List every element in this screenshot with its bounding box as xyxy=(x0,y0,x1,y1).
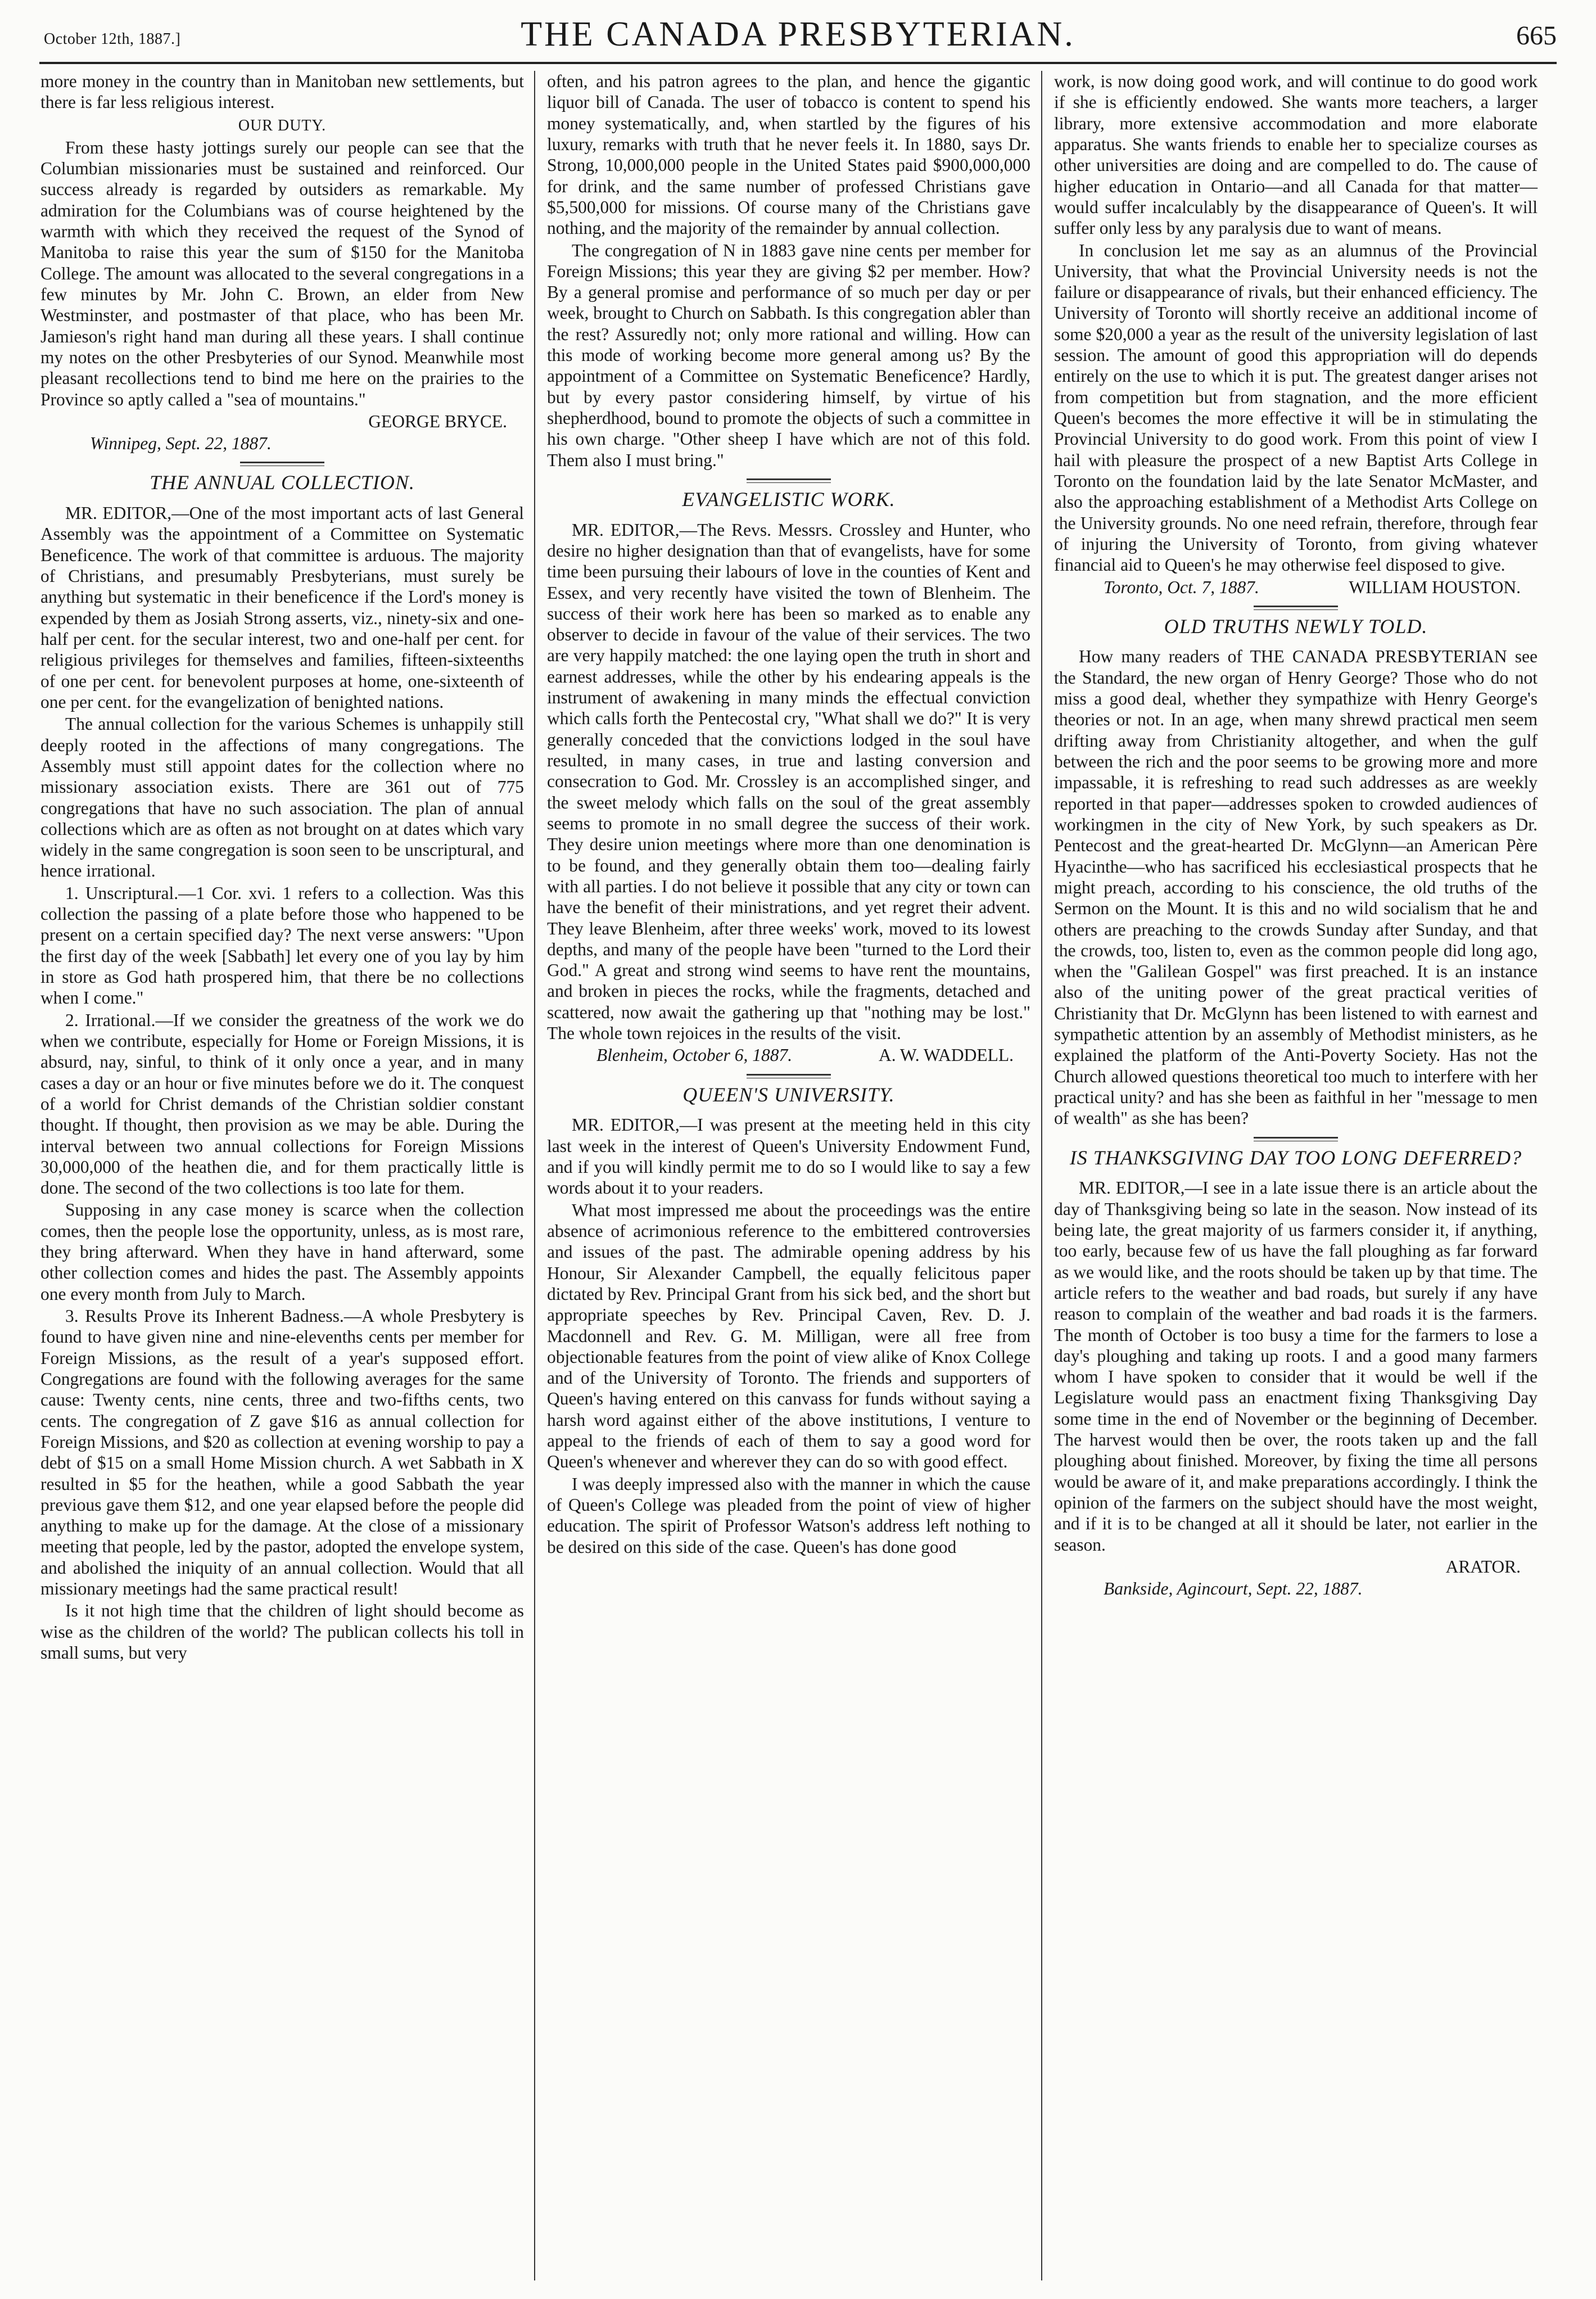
dateline xyxy=(40,433,524,454)
column-2 xyxy=(547,71,1030,1559)
dateline-place: Blenheim, October 6, 1887. xyxy=(596,1045,793,1065)
paragraph: more money in the country than in Manitoban new settlements, but there is far less religious interest. xyxy=(40,71,524,112)
paragraph: work, is now doing good work, and will continue to do good work if she is efficiently endowed. She wants more teachers, a larger library, more extensive accommodation and more elaborate apparatus. She wants friends to enable her to specialize courses as other universities are doing and are compelled to do. The cause of higher education in Ontario—and all Canada for that matter—would suffer incalculably by the disappearance of Queen's. It will suffer only less by any paralysis due to want of means. xyxy=(1054,71,1538,238)
dateline-place: Bankside, Agincourt, Sept. 22, 1887. xyxy=(1104,1579,1363,1599)
paragraph: In conclusion let me say as an alumnus of the Provincial University, that what the Provincial University needs is not the failure or disappearance of rivals, but their enhanced efficiency. The University of Toronto will shortly receive an additional income of some $20,000 a year as the result of the university legislation of last session. The amount of good this appropriation will do depends entirely on the use to which it is put. The greatest danger arises not from competition but from stagnation, and the more efficient Queen's becomes the more effective it will be in stimulating the Provincial University to do good work. From this point of view I hail with pleasure the prospect of a new Baptist Arts College in Toronto on the foundation laid by the late Senator McMaster, and also the approaching establishment of a Methodist Arts College on the University grounds. No one need refrain, therefore, through fear of injuring the University of Toronto, from giving whatever financial aid to Queen's he may otherwise feel disposed to give. xyxy=(1054,240,1538,575)
section-rule xyxy=(747,1074,831,1078)
paragraph: MR. EDITOR,—I was present at the meeting held in this city last week in the interest of Queen's University Endowment Fund, and if you will kindly permit me to do so I would like to say a few words about it to your readers. xyxy=(547,1115,1030,1198)
subheading-our-duty: OUR DUTY. xyxy=(238,116,327,134)
header-rule xyxy=(39,62,1557,64)
paragraph: Supposing in any case money is scarce when the collection comes, then the people lose the opportunity, unless, as is most rare, they bring afterward. When they have in hand afterward, some other collection comes and hides the past. The Assembly appoints one every month from July to March. xyxy=(40,1200,524,1304)
dateline xyxy=(1054,1578,1538,1599)
author-name: A. W. WADDELL. xyxy=(878,1045,1014,1065)
section-rule xyxy=(747,478,831,483)
author-name: GEORGE BRYCE. xyxy=(368,411,507,431)
section-rule xyxy=(240,462,324,466)
page-number: 665 xyxy=(1516,21,1557,51)
paragraph: MR. EDITOR,—I see in a late issue there is an article about the day of Thanksgiving being so late in the season. Now instead of its being late, the great majority of us farmers consider it, if anything, too early, because few of us have the fall ploughing as far forward as we would like, and the roots should be taken up by that time. The article refers to the weather and bad roads, but surely if any have reason to complain of the weather and bad roads it is the farmers. The month of October is too busy a time for the farmers to lose a day's ploughing and taking up roots. I and a good many farmers whom I have spoken to consider that it would be well if the Legislature would pass an enactment fixing Thanksgiving Day some time in the end of November or the beginning of December. The harvest would then be over, the roots taken up and the fall ploughing about finished. Moreover, by fixing the time all persons would be aware of it, and make preparations accordingly. I think the opinion of the farmers on the subject should have the most weight, and if it is to be changed at all it should be later, not earlier in the season. xyxy=(1054,1178,1538,1555)
article-title-annual-collection: THE ANNUAL COLLECTION. xyxy=(150,471,415,494)
author-name: ARATOR. xyxy=(1445,1556,1521,1577)
signature xyxy=(40,411,524,432)
paragraph: How many readers of THE CANADA PRESBYTERIAN see the Standard, the new organ of Henry George? Those who do not miss a good deal, whether they sympathize with Henry George's theories or not. In an age, when many shrewd practical men seem drifting away from Christianity altogether, and when the gulf between the rich and the poor seems to be growing more and more impassable, it is refreshing to read such addresses as are weekly reported in that paper—addresses spoken to crowded audiences of workingmen in the city of New York, by such speakers as Dr. Pentecost and the great-hearted Dr. McGlynn—an American Père Hyacinthe—who has sacrificed his ecclesiastical prospects that he might preach, according to his conscience, the old truths of the Sermon on the Mount. It is this and no wild socialism that he and others are preaching to the crowds Sunday after Sunday, and that the crowds, too, listen to, even as the common people did long ago, when the "Galilean Gospel" was first preached. It is an instance also of the uniting power of the great practical verities of Christianity that Dr. McGlynn has been listened to with earnest and sympathetic attention by an assembly of Methodist ministers, as he explained the platform of the Anti-Poverty Society. Has not the Church allowed questions theoretical too much to interfere with her practical unity? and has she been as faithful in her "message to men of wealth" as she has been? xyxy=(1054,647,1538,1128)
header-date: October 12th, 1887.] xyxy=(44,30,181,48)
paragraph: MR. EDITOR,—The Revs. Messrs. Crossley and Hunter, who desire no higher designation than that of evangelists, have for some time been pursuing their labours of love in the counties of Kent and Essex, and very recently have visited the town of Blenheim. The success of their work here has been so marked as to enable any observer to decide in favour of the value of their services. The two are very happily matched: the one laying open the truth in short and earnest addresses, while the other by his endearing appeals is the instrument of awakening in many minds the effectual conviction which calls forth the Pentecostal cry, "What shall we do?" It is very generally conceded that the convictions lodged in the soul have resulted, in many cases, in true and lasting conversion and consecration to God. Mr. Crossley is an accomplished singer, and the sweet melody which falls on the soul of the great assembly seems to promote in no small degree the success of their work. They desire union meetings where more than one denomination is to be found, and they generally obtain them too—dealing fairly with all parties. I do not believe it possible that any city or town can have the benefit of their ministrations, and yet regret their advent. They leave Blenheim, after three weeks' work, moved to its lowest depths, and many of the people have been "turned to the Lord their God." A great and strong wind seems to have rent the mountains, and broken in pieces the rocks, while the fragments, detached and scattered, now await the gathering up that "nothing may be lost." The whole town rejoices in the results of the visit. xyxy=(547,520,1030,1044)
article-title-thanksgiving: IS THANKSGIVING DAY TOO LONG DEFERRED? xyxy=(1069,1146,1522,1169)
paragraph: Is it not high time that the children of light should become as wise as the children of the world? The publican collects his toll in small sums, but very xyxy=(40,1601,524,1663)
paragraph: 1. Unscriptural.—1 Cor. xvi. 1 refers to a collection. Was this collection the passing of a plate before those who happened to be present on a certain specified day? The next verse answers: "Upon the first day of the week [Sabbath] let every one of you lay by him in store as God hath prospered him, that there be no collections when I come." xyxy=(40,883,524,1008)
signature xyxy=(1054,577,1538,598)
column-divider xyxy=(534,71,535,2280)
masthead-title: THE CANADA PRESBYTERIAN. xyxy=(521,15,1075,53)
paragraph: 3. Results Prove its Inherent Badness.—A whole Presbytery is found to have given nine and nine-elevenths cents per member for Foreign Missions, as the result of a year's supposed effort. Congregations are found with the following averages for the same cause: Twenty cents, nine cents, three and two-fifths cents, two cents. The congregation of Z gave $16 as annual collection for Foreign Missions, and $20 as collection at evening worship to pay a debt of $15 on a small Home Mission church. A wet Sabbath in X resulted in $5 for the heathen, while a good Sabbath the year previous gave them $12, and one year elapsed before the people did anything to make up for the damage. At the close of a missionary meeting that people, led by the pastor, adopted the envelope system, and abolished the iniquity of an annual collection. Would that all missionary meetings had the same practical result! xyxy=(40,1306,524,1599)
paragraph: 2. Irrational.—If we consider the greatness of the work we do when we contribute, especially for Home or Foreign Missions, it is absurd, nay, sinful, to think of it only once a year, and in many cases a day or an hour or five minutes before we do it. The conquest of a world for Christ demands of the Christian soldier constant thought. If thought, then provision as we may be able. During the interval between two annual collections for Foreign Missions 30,000,000 of the heathen die, and for them practically little is done. The second of the two collections is too late for them. xyxy=(40,1010,524,1198)
dateline-place: Winnipeg, Sept. 22, 1887. xyxy=(90,433,272,454)
signature xyxy=(547,1045,1030,1065)
paragraph: From these hasty jottings surely our people can see that the Columbian missionaries must be sustained and reinforced. Our success already is regarded by outsiders as remarkable. My admiration for the Columbians was of course heightened by the warmth with which they received the request of the Synod of Manitoba to raise this year the sum of $150 for the Manitoba College. The amount was allocated to the several congregations in a few minutes by Mr. John C. Brown, an elder from New Westminster, and postmaster of that place, who has been Mr. Jamieson's right hand man during all these years. I shall continue my notes on the other Presbyteries of our Synod. Meanwhile most pleasant recollections tend to bind me here on the prairies to the Province so aptly called a "sea of mountains." xyxy=(40,137,524,409)
paragraph: What most impressed me about the proceedings was the entire absence of acrimonious reference to the embittered controversies and issues of the past. The admirable opening address by his Honour, Sir Alexander Campbell, the equally felicitous paper dictated by Rev. Principal Grant from his sick bed, and the short but appropriate speeches by Rev. Principal Caven, Rev. D. J. Macdonnell and Rev. G. M. Milligan, were all free from objectionable features from the point of view alike of Knox College and of the University of Toronto. The friends and supporters of Queen's having entered on this canvass for funds without saying a harsh word against either of the above institutions, I venture to appeal to the friends of each of them to say a good word for Queen's whenever and wherever they can do so with good effect. xyxy=(547,1200,1030,1472)
column-divider xyxy=(1041,71,1042,2280)
dateline-place: Toronto, Oct. 7, 1887. xyxy=(1104,577,1259,597)
article-title-evangelistic-work: EVANGELISTIC WORK. xyxy=(682,487,896,511)
signature xyxy=(1054,1556,1538,1577)
column-3 xyxy=(1054,71,1538,1601)
section-rule xyxy=(1254,606,1338,610)
paragraph: I was deeply impressed also with the manner in which the cause of Queen's College was pleaded from the point of view of higher education. The spirit of Professor Watson's address left nothing to be desired on this side of the case. Queen's has done good xyxy=(547,1474,1030,1557)
paragraph: often, and his patron agrees to the plan, and hence the gigantic liquor bill of Canada. The user of tobacco is content to spend his money systematically, and, when startled by the figures of his luxury, remarks with truth that he never feels it. In 1880, says Dr. Strong, 10,000,000 people in the United States paid $900,000,000 for drink, and the same number of professed Christians gave $5,500,000 for missions. Of course many of the Christians gave nothing, and the majority of the remainder by annual collection. xyxy=(547,71,1030,238)
paragraph: MR. EDITOR,—One of the most important acts of last General Assembly was the appointment of a Committee on Systematic Beneficence. The work of that committee is arduous. The majority of Christians, and presumably Presbyterians, must surely be anything but systematic in their beneficence if the Lord's money is expended by them as Josiah Strong asserts, viz., ninety-six and one-half per cent. for the secular interest, two and one-half per cent. for religious privileges for themselves and families, fifteen-sixteenths of one per cent. for benevolent purposes at home, one-sixteenth of one per cent. for the evangelization of benighted nations. xyxy=(40,503,524,712)
column-1 xyxy=(40,71,524,1664)
paragraph: The congregation of N in 1883 gave nine cents per member for Foreign Missions; this year they are giving $2 per member. How? By a general promise and performance of so much per day or per week, brought to Church on Sabbath. Is this congregation abler than the rest? Assuredly not; only more rational and willing. How can this mode of working become more general among us? By the appointment of a Committee on Systematic Beneficence? Hardly, but by every pastor considering himself, by virtue of his shepherdhood, bound to promote the objects of such a committee in his own charge. "Other sheep I have which are not of this fold. Them also I must bring." xyxy=(547,240,1030,470)
paragraph: The annual collection for the various Schemes is unhappily still deeply rooted in the affections of many congregations. The Assembly must still appoint dates for the collection where no missionary association exists. There are 361 out of 775 congregations that have no such association. The plan of annual collections which are as often as not brought on at dates which vary widely in the same congregation is soon seen to be unscriptural, and hence irrational. xyxy=(40,714,524,881)
article-title-queens-university: QUEEN'S UNIVERSITY. xyxy=(682,1083,895,1106)
author-name: WILLIAM HOUSTON. xyxy=(1349,577,1521,597)
section-rule xyxy=(1254,1137,1338,1141)
article-title-old-truths: OLD TRUTHS NEWLY TOLD. xyxy=(1164,615,1428,638)
